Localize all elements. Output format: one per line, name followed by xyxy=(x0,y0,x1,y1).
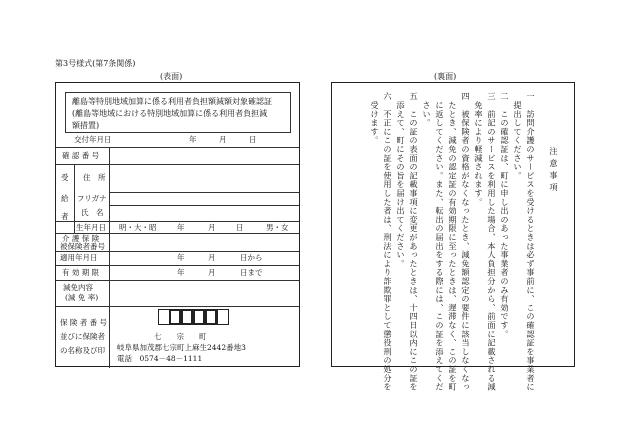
insurer-label-line1: 保 険 者 番 号 xyxy=(60,318,108,327)
apply-date-label: 適用年月日 xyxy=(60,253,98,262)
notes-heading: 注 意 事 項 xyxy=(549,147,559,192)
recipient-label-3: 者 xyxy=(61,212,69,221)
front-side-label: (表面) xyxy=(160,72,183,81)
era-options: 明・大・昭 xyxy=(119,223,157,232)
reduction-label-line2: (減 免 率) xyxy=(65,293,99,302)
title-line: 額措置) xyxy=(72,121,100,130)
note-line: 添えて、町にその旨を届け出てください。 xyxy=(396,92,406,268)
valid-month-unit: 月 xyxy=(208,268,216,277)
name-label: 氏 名 xyxy=(81,208,104,217)
apply-from-text: 日から xyxy=(240,253,263,262)
confirmation-number-label: 確 認 番 号 xyxy=(62,151,100,160)
insurer-label-line2: 並びに保険者 xyxy=(60,332,105,341)
reduction-label-line1: 減免内容 xyxy=(63,283,93,292)
title-line: (離島等地域における特別地域加算に係る利用者負担減 xyxy=(72,109,268,118)
valid-year-unit: 年 xyxy=(177,268,185,277)
birth-year-unit: 年 xyxy=(177,223,185,232)
note-line: 免率により軽減されます。 xyxy=(474,92,484,207)
insured-label-line1: 介 護 保 険 xyxy=(62,234,100,243)
valid-until-text: 日まで xyxy=(240,268,263,277)
note-line: 提出してください。 xyxy=(513,92,523,180)
recipient-label-1: 受 xyxy=(61,173,69,182)
issue-day-unit: 日 xyxy=(249,135,257,144)
validity-label: 有 効 期 限 xyxy=(62,268,100,277)
note-line: 一 訪問介護のサービスを受けるときは必ず事前に、この確認証を事業者に xyxy=(526,92,536,392)
issue-year-unit: 年 xyxy=(189,135,197,144)
insurer-address: 岐阜県加茂郡七宗町上麻生2442番地3 xyxy=(117,343,246,352)
insurer-phone: 電話 0574－48－1111 xyxy=(117,354,203,363)
note-line: さい。 xyxy=(422,92,432,128)
note-line: 四 被保険者の資格がなくなったとき、減免額認定の要件に該当しなくなっ xyxy=(461,92,471,392)
note-line: 三 前記のサービスを利用した場合、本人負担分から、前面に記載される減 xyxy=(487,92,497,392)
issue-date-label: 交付年月日 xyxy=(74,135,112,144)
back-card xyxy=(331,82,575,392)
note-line: に返してください。また、転出の届出をする際には、この証を添えてくだ xyxy=(435,92,445,392)
insured-label-line2: 被保険者番号 xyxy=(60,242,105,251)
title-line: 離島等特別地域加算に係る利用者負担額減額対象確認証 xyxy=(72,97,272,106)
insurer-town-name: 七 宗 町 xyxy=(154,332,207,341)
recipient-label-2: 給 xyxy=(61,194,69,203)
apply-month-unit: 月 xyxy=(208,253,216,262)
front-card xyxy=(55,82,300,367)
note-line: 受けます。 xyxy=(370,92,380,145)
insurer-label-line3: の名称及び印 xyxy=(60,346,105,355)
sex-options: 男・女 xyxy=(266,223,289,232)
note-line: 六 不正にこの証を使用した者は、刑法により詐欺罪として懲役刑の処分を xyxy=(383,92,393,392)
birth-day-unit: 日 xyxy=(236,223,244,232)
form-number: 第3号様式(第7条関係) xyxy=(55,59,136,68)
notes-column xyxy=(332,92,560,392)
note-line: たとき、減免の認定証の有効期限に至ったときは、遅滞なく、この証を町 xyxy=(448,92,458,392)
apply-year-unit: 年 xyxy=(177,253,185,262)
note-line: 二 この確認証は、町に申し出のあった事業者のみ有効です。 xyxy=(500,92,510,339)
note-line: 五 この証の表面の記載事項に変更があったときは、十四日以内にこの証を xyxy=(409,92,419,392)
birth-date-label: 生年月日 xyxy=(76,223,106,232)
issue-month-unit: 月 xyxy=(219,135,227,144)
back-side-label: (裏面) xyxy=(434,72,457,81)
birth-month-unit: 月 xyxy=(208,223,216,232)
certificate-title-box xyxy=(65,92,291,133)
address-label: 住 所 xyxy=(83,173,106,182)
furigana-label: フリガナ xyxy=(77,194,107,203)
